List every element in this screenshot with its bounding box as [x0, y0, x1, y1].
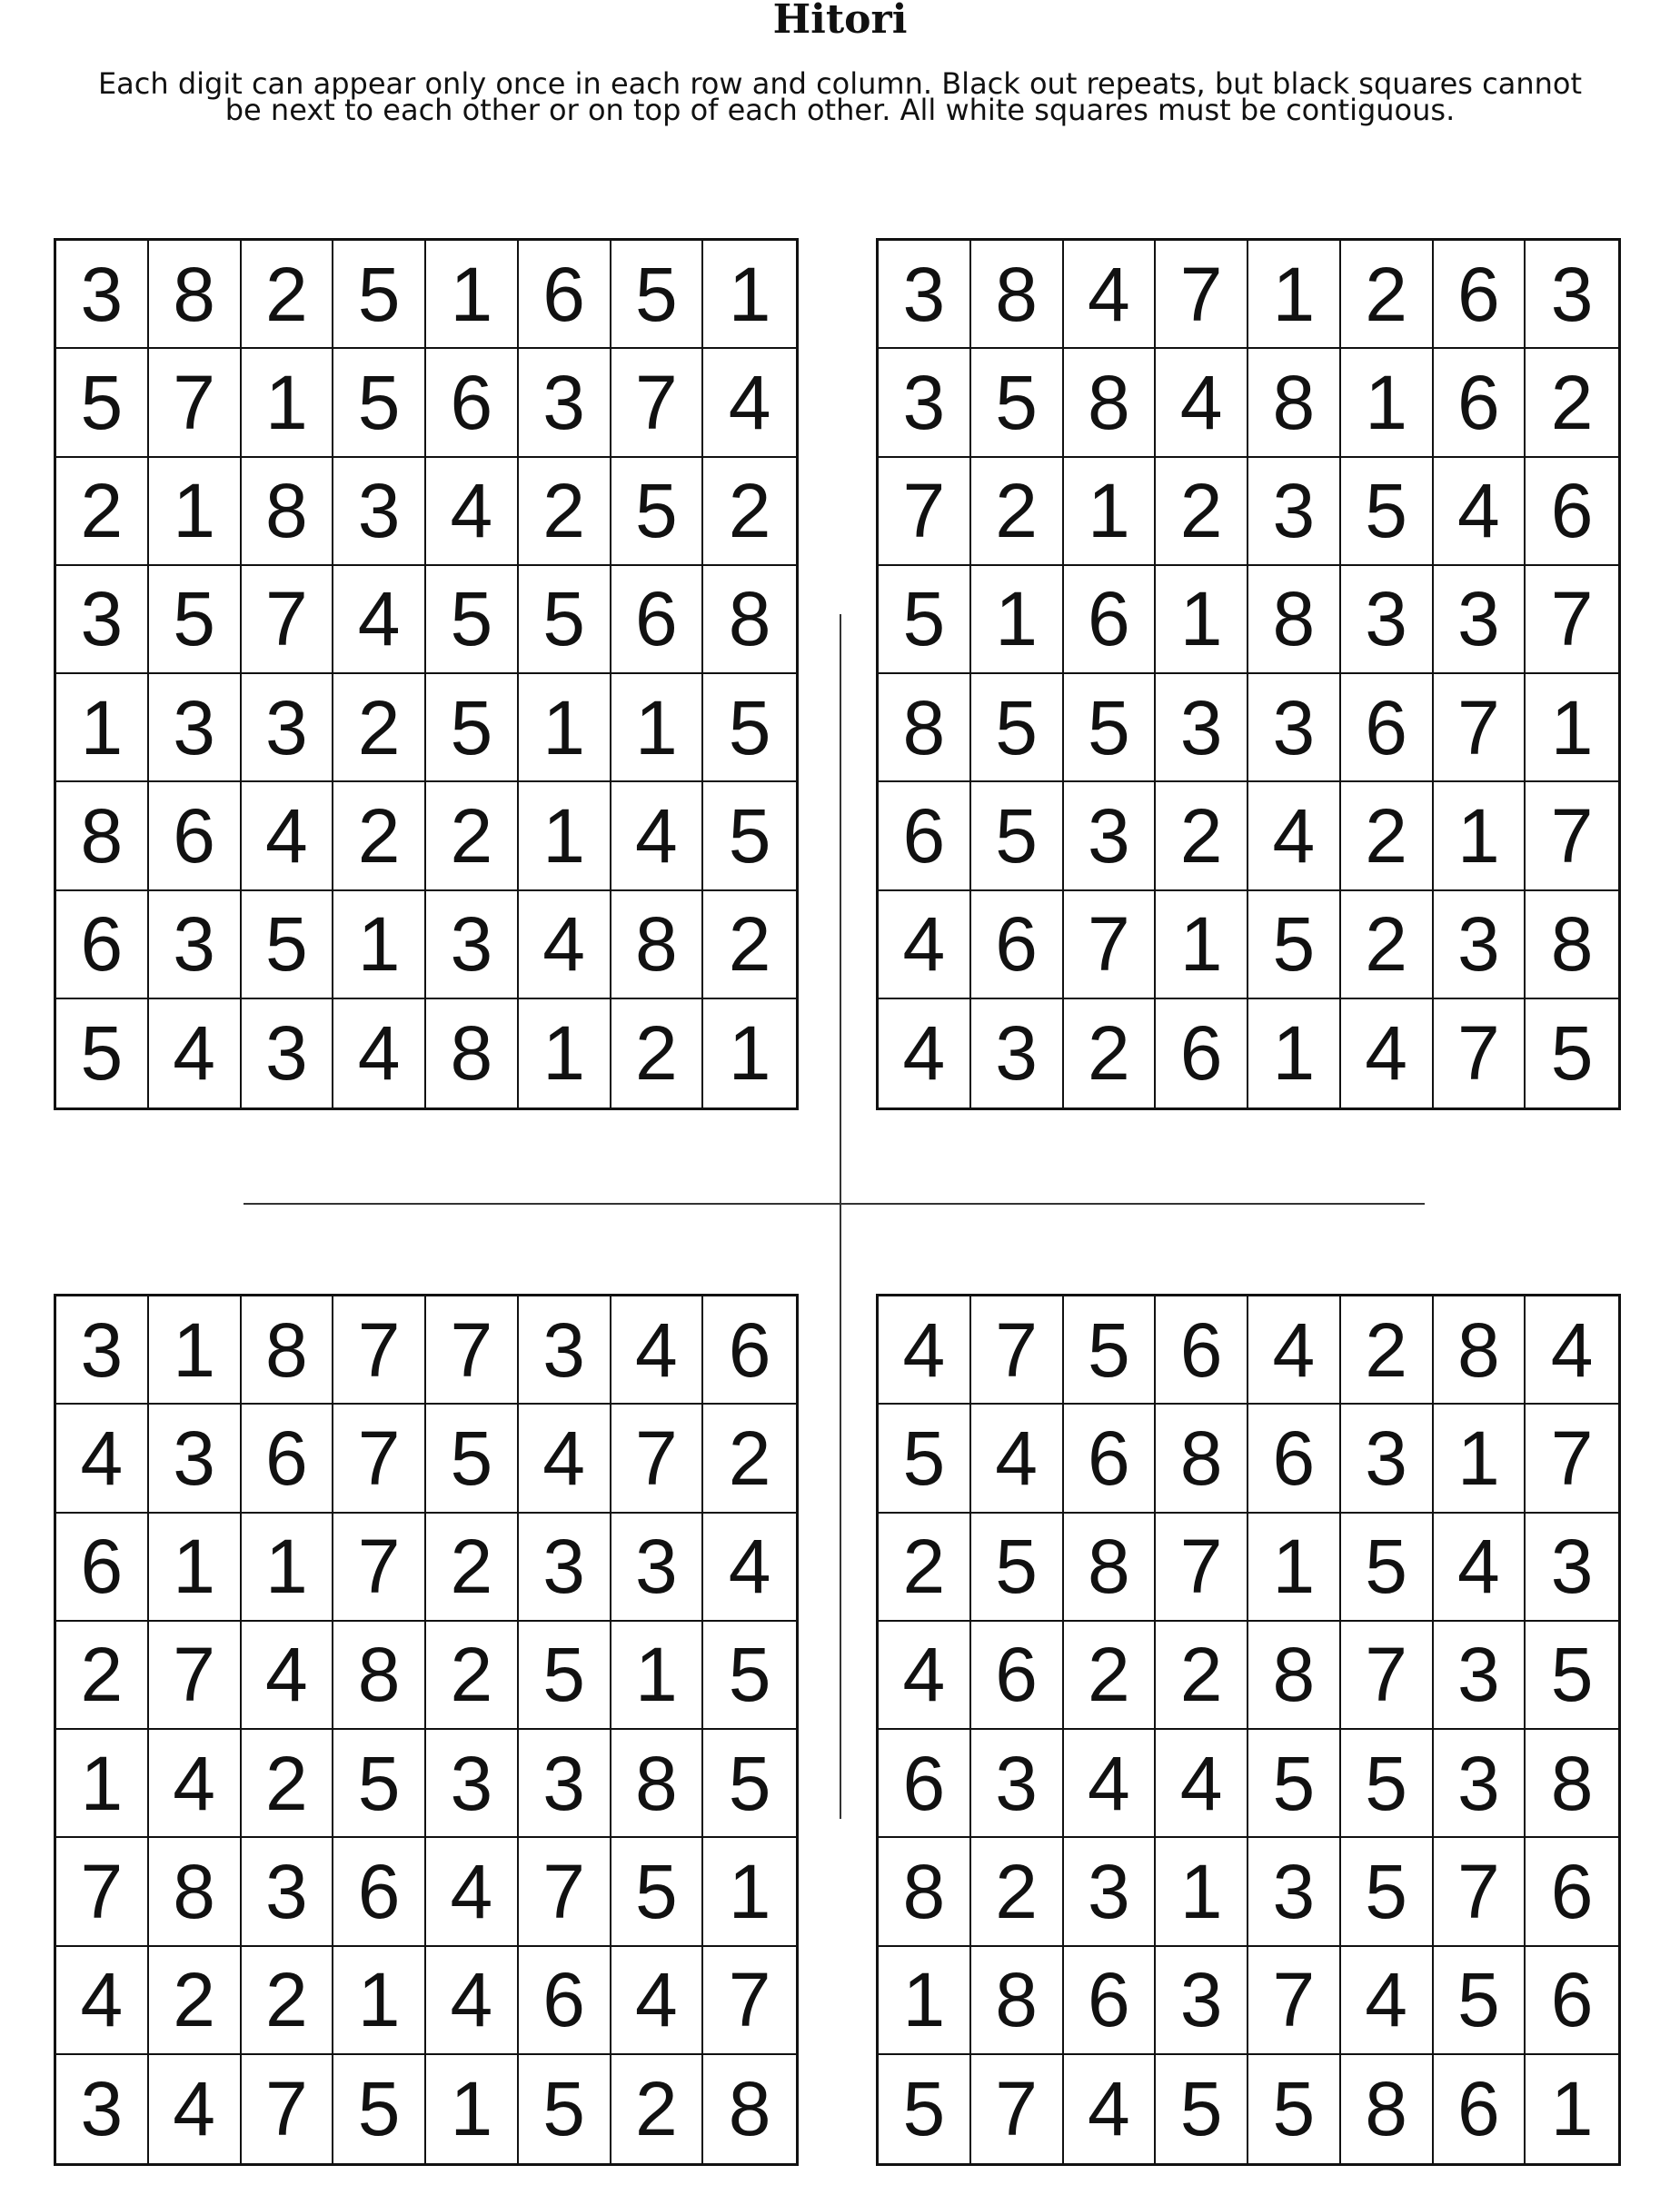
grid-cell[interactable]: 8 [703, 566, 796, 674]
grid-cell[interactable]: 7 [149, 349, 242, 457]
grid-cell[interactable]: 2 [1156, 782, 1248, 890]
grid-cell[interactable]: 2 [703, 1405, 796, 1513]
grid-cell[interactable]: 7 [1526, 566, 1618, 674]
grid-cell[interactable]: 5 [971, 1514, 1064, 1622]
grid-cell[interactable]: 6 [1434, 241, 1526, 349]
grid-cell[interactable]: 5 [149, 566, 242, 674]
grid-cell[interactable]: 3 [1434, 566, 1526, 674]
grid-cell[interactable]: 6 [242, 1405, 334, 1513]
grid-cell[interactable]: 5 [703, 782, 796, 890]
grid-cell[interactable]: 4 [879, 1296, 971, 1405]
grid-cell[interactable]: 4 [879, 1622, 971, 1730]
grid-cell[interactable]: 8 [149, 241, 242, 349]
grid-cell[interactable]: 5 [426, 1405, 519, 1513]
grid-cell[interactable]: 7 [426, 1296, 519, 1405]
grid-cell[interactable]: 8 [426, 999, 519, 1107]
grid-cell[interactable]: 3 [426, 1730, 519, 1838]
puzzle-grid-4 [876, 1294, 1621, 2166]
grid-cell[interactable]: 5 [611, 458, 704, 566]
grid-cell[interactable]: 3 [1064, 782, 1157, 890]
grid-cell[interactable]: 5 [703, 1622, 796, 1730]
grid-cell[interactable]: 5 [333, 349, 426, 457]
page-title: Hitori [772, 0, 908, 43]
grid-cell[interactable]: 6 [1434, 349, 1526, 457]
grid-cell[interactable]: 3 [1526, 1514, 1618, 1622]
grid-cell[interactable]: 7 [1248, 1947, 1341, 2055]
grid-cell[interactable]: 5 [971, 782, 1064, 890]
grid-cell[interactable]: 7 [611, 1405, 704, 1513]
grid-cell[interactable]: 3 [1248, 674, 1341, 782]
grid-cell[interactable]: 6 [611, 566, 704, 674]
grid-cell[interactable]: 6 [519, 1947, 611, 2055]
grid-cell[interactable]: 5 [56, 349, 149, 457]
grid-cell[interactable]: 2 [426, 1622, 519, 1730]
grid-cell[interactable]: 1 [519, 782, 611, 890]
grid-cell[interactable]: 8 [1248, 566, 1341, 674]
grid-cell[interactable]: 1 [56, 1730, 149, 1838]
grid-cell[interactable]: 2 [611, 2055, 704, 2163]
grid-cell[interactable]: 1 [971, 566, 1064, 674]
grid-cell[interactable]: 2 [426, 782, 519, 890]
grid-cell[interactable]: 2 [242, 241, 334, 349]
grid-cell[interactable]: 4 [1526, 1296, 1618, 1405]
grid-cell[interactable]: 5 [1248, 2055, 1341, 2163]
grid-cell[interactable]: 6 [56, 1514, 149, 1622]
grid-cell[interactable]: 2 [1156, 458, 1248, 566]
grid-cell[interactable]: 4 [426, 1838, 519, 1946]
grid-cell[interactable]: 8 [1434, 1296, 1526, 1405]
grid-cell[interactable]: 3 [1156, 674, 1248, 782]
puzzle-grid-3 [54, 1294, 799, 2166]
grid-cell[interactable]: 3 [1341, 566, 1434, 674]
grid-cell[interactable]: 2 [56, 458, 149, 566]
grid-cell[interactable]: 7 [1156, 1514, 1248, 1622]
grid-cell[interactable]: 7 [1526, 782, 1618, 890]
grid-cell[interactable]: 4 [519, 891, 611, 999]
grid-cell[interactable]: 4 [1064, 241, 1157, 349]
grid-cell[interactable]: 5 [1064, 1296, 1157, 1405]
grid-cell[interactable]: 4 [56, 1405, 149, 1513]
grid-cell[interactable]: 8 [1526, 891, 1618, 999]
grid-cell[interactable]: 1 [519, 999, 611, 1107]
grid-cell[interactable]: 4 [1156, 349, 1248, 457]
grid-cell[interactable]: 6 [703, 1296, 796, 1405]
grid-cell[interactable]: 6 [56, 891, 149, 999]
grid-cell[interactable]: 1 [426, 2055, 519, 2163]
grid-cell[interactable]: 5 [971, 349, 1064, 457]
grid-cell[interactable]: 3 [56, 566, 149, 674]
grid-cell[interactable]: 3 [56, 241, 149, 349]
grid-cell[interactable]: 5 [519, 566, 611, 674]
grid-cell[interactable]: 2 [519, 458, 611, 566]
grid-cell[interactable]: 5 [333, 2055, 426, 2163]
grid-cell[interactable]: 3 [242, 999, 334, 1107]
grid-cell[interactable]: 7 [56, 1838, 149, 1946]
grid-cell[interactable]: 1 [1341, 349, 1434, 457]
grid-cell[interactable]: 4 [1064, 1730, 1157, 1838]
grid-cell[interactable]: 4 [333, 999, 426, 1107]
grid-cell[interactable]: 1 [1526, 674, 1618, 782]
puzzle-grid-2 [876, 238, 1621, 1110]
grid-cell[interactable]: 1 [1064, 458, 1157, 566]
grid-cell[interactable]: 1 [703, 241, 796, 349]
grid-cell[interactable]: 1 [1156, 566, 1248, 674]
grid-cell[interactable]: 1 [1434, 1405, 1526, 1513]
instructions-text: Each digit can appear only once in each row and column. Black out repeats, but black squares cannot be next to each other or on top of each other. All white squares must be contiguous. [97, 66, 1583, 127]
grid-cell[interactable]: 3 [1434, 1622, 1526, 1730]
grid-cell[interactable]: 3 [242, 1838, 334, 1946]
grid-cell[interactable]: 5 [879, 1405, 971, 1513]
grid-cell[interactable]: 8 [1156, 1405, 1248, 1513]
grid-cell[interactable]: 8 [333, 1622, 426, 1730]
grid-cell[interactable]: 2 [1341, 782, 1434, 890]
grid-cell[interactable]: 3 [971, 1730, 1064, 1838]
grid-cell[interactable]: 4 [149, 999, 242, 1107]
grid-cell[interactable]: 1 [333, 891, 426, 999]
grid-cell[interactable]: 5 [1550, 1010, 1594, 1097]
grid-cell[interactable]: 6 [333, 1838, 426, 1946]
grid-cell[interactable]: 1 [1248, 1514, 1341, 1622]
grid-cell[interactable]: 3 [1156, 1947, 1248, 2055]
grid-cell[interactable]: 4 [1434, 458, 1526, 566]
grid-cell[interactable]: 1 [242, 1514, 334, 1622]
grid-cell[interactable]: 8 [1248, 1622, 1341, 1730]
grid-cell[interactable]: 1 [333, 1947, 426, 2055]
grid-cell[interactable]: 4 [879, 891, 971, 999]
grid-cell[interactable]: 7 [1434, 674, 1526, 782]
grid-cell[interactable]: 5 [1341, 1514, 1434, 1622]
grid-cell[interactable]: 6 [1064, 1405, 1157, 1513]
grid-cell[interactable]: 6 [1156, 999, 1248, 1107]
grid-cell[interactable]: 6 [1064, 566, 1157, 674]
grid-cell[interactable]: 1 [149, 1514, 242, 1622]
grid-cell[interactable]: 3 [971, 999, 1064, 1107]
grid-cell[interactable]: 2 [242, 1730, 334, 1838]
grid-cell[interactable]: 4 [149, 1730, 242, 1838]
grid-cell[interactable]: 6 [1064, 1947, 1157, 2055]
grid-cell[interactable]: 3 [149, 674, 242, 782]
grid-cell[interactable]: 7 [242, 566, 334, 674]
grid-cell[interactable]: 7 [1434, 1838, 1526, 1946]
grid-cell[interactable]: 2 [1341, 241, 1434, 349]
grid-cell[interactable]: 6 [519, 241, 611, 349]
grid-cell[interactable]: 8 [879, 1838, 971, 1946]
grid-cell[interactable]: 5 [971, 674, 1064, 782]
grid-cell[interactable]: 8 [242, 1296, 334, 1405]
grid-cell[interactable]: 3 [1064, 1838, 1157, 1946]
grid-cell[interactable]: 4 [1341, 1947, 1434, 2055]
grid-cell[interactable]: 2 [1341, 1296, 1434, 1405]
grid-cell[interactable]: 5 [703, 1730, 796, 1838]
grid-cell[interactable]: 5 [56, 999, 149, 1107]
grid-cell[interactable]: 1 [1156, 891, 1248, 999]
grid-cell[interactable]: 3 [519, 1730, 611, 1838]
grid-cell[interactable]: 4 [971, 1405, 1064, 1513]
grid-cell[interactable]: 7 [879, 458, 971, 566]
grid-cell[interactable]: 2 [703, 891, 796, 999]
grid-cell[interactable]: 4 [1156, 1730, 1248, 1838]
grid-cell[interactable]: 7 [971, 2055, 1064, 2163]
grid-cell[interactable]: 6 [879, 782, 971, 890]
grid-cell[interactable]: 4 [519, 1405, 611, 1513]
grid-cell[interactable]: 5 [879, 566, 971, 674]
puzzle-grid-1 [54, 238, 799, 1110]
grid-cell[interactable]: 3 [1434, 891, 1526, 999]
grid-cell[interactable]: 3 [1526, 241, 1618, 349]
grid-cell[interactable]: 5 [1064, 674, 1157, 782]
grid-cell[interactable]: 6 [971, 1622, 1064, 1730]
grid-cell[interactable]: 1 [149, 1296, 242, 1405]
grid-cell[interactable]: 4 [426, 458, 519, 566]
grid-cell[interactable]: 3 [1341, 1405, 1434, 1513]
grid-cell[interactable]: 7 [1341, 1622, 1434, 1730]
grid-cell[interactable]: 8 [611, 891, 704, 999]
grid-cell[interactable]: 4 [879, 999, 971, 1107]
grid-cell[interactable]: 6 [1341, 674, 1434, 782]
grid-cell[interactable]: 5 [1341, 458, 1434, 566]
grid-cell[interactable]: 2 [149, 1947, 242, 2055]
grid-cell[interactable]: 8 [971, 1947, 1064, 2055]
grid-cell[interactable]: 3 [149, 891, 242, 999]
grid-cell[interactable]: 2 [611, 999, 704, 1107]
grid-cell[interactable]: 1 [1434, 782, 1526, 890]
grid-cell[interactable]: 4 [1434, 1514, 1526, 1622]
grid-cell[interactable]: 2 [1341, 891, 1434, 999]
grid-cell[interactable]: 7 [1156, 241, 1248, 349]
grid-cell[interactable]: 5 [611, 1838, 704, 1946]
grid-cell[interactable]: 2 [971, 458, 1064, 566]
grid-cell[interactable]: 4 [333, 566, 426, 674]
grid-cell[interactable]: 3 [879, 349, 971, 457]
grid-cell[interactable]: 3 [879, 241, 971, 349]
grid-cell[interactable]: 5 [1156, 2055, 1248, 2163]
grid-cell[interactable]: 2 [242, 1947, 334, 2055]
grid-cell[interactable]: 4 [611, 1296, 704, 1405]
grid-cell[interactable]: 1 [149, 458, 242, 566]
vertical-divider [840, 614, 841, 1819]
grid-cell[interactable]: 5 [703, 674, 796, 782]
grid-cell[interactable]: 3 [1248, 458, 1341, 566]
grid-cell[interactable]: 2 [1064, 999, 1157, 1107]
grid-cell[interactable]: 1 [703, 1838, 796, 1946]
grid-cell[interactable]: 1 [426, 241, 519, 349]
grid-cell[interactable]: 1 [56, 674, 149, 782]
grid-cell[interactable]: 1 [728, 1010, 771, 1097]
grid-cell[interactable]: 6 [426, 349, 519, 457]
grid-cell[interactable]: 2 [333, 782, 426, 890]
grid-cell[interactable]: 7 [611, 349, 704, 457]
grid-cell[interactable]: 8 [1064, 349, 1157, 457]
grid-cell[interactable]: 1 [1156, 1838, 1248, 1946]
grid-cell[interactable]: 8 [1341, 2055, 1434, 2163]
grid-cell[interactable]: 7 [242, 2055, 334, 2163]
grid-cell[interactable]: 5 [519, 1622, 611, 1730]
grid-cell[interactable]: 5 [1341, 1838, 1434, 1946]
grid-cell[interactable]: 5 [426, 566, 519, 674]
grid-cell[interactable]: 7 [1434, 999, 1526, 1107]
grid-cell[interactable]: 7 [333, 1405, 426, 1513]
grid-cell[interactable]: 6 [879, 1730, 971, 1838]
grid-cell[interactable]: 2 [879, 1514, 971, 1622]
grid-cell[interactable]: 2 [1156, 1622, 1248, 1730]
grid-cell[interactable]: 7 [519, 1838, 611, 1946]
grid-cell[interactable]: 8 [611, 1730, 704, 1838]
grid-cell[interactable]: 2 [703, 458, 796, 566]
grid-cell[interactable]: 6 [149, 782, 242, 890]
grid-cell[interactable]: 7 [703, 1947, 796, 2055]
grid-cell[interactable]: 8 [1526, 1730, 1618, 1838]
grid-cell[interactable]: 5 [611, 241, 704, 349]
grid-cell[interactable]: 8 [1064, 1514, 1157, 1622]
grid-cell[interactable]: 5 [1248, 891, 1341, 999]
grid-cell[interactable]: 1 [879, 1947, 971, 2055]
grid-cell[interactable]: 4 [242, 1622, 334, 1730]
grid-cell[interactable]: 4 [1248, 1296, 1341, 1405]
grid-cell[interactable]: 7 [971, 1296, 1064, 1405]
grid-cell[interactable]: 2 [56, 1622, 149, 1730]
grid-cell[interactable]: 4 [149, 2055, 242, 2163]
grid-cell[interactable]: 4 [56, 1947, 149, 2055]
grid-cell[interactable]: 8 [242, 458, 334, 566]
grid-cell[interactable]: 3 [333, 458, 426, 566]
grid-cell[interactable]: 4 [426, 1947, 519, 2055]
grid-cell[interactable]: 3 [56, 2055, 149, 2163]
grid-cell[interactable]: 6 [971, 891, 1064, 999]
horizontal-divider [244, 1203, 1425, 1205]
grid-cell[interactable]: 3 [519, 349, 611, 457]
grid-cell[interactable]: 1 [242, 349, 334, 457]
grid-cell[interactable]: 5 [879, 2055, 971, 2163]
grid-cell[interactable]: 5 [519, 2055, 611, 2163]
grid-cell[interactable]: 6 [1526, 1838, 1618, 1946]
grid-cell[interactable]: 2 [426, 1514, 519, 1622]
grid-cell[interactable]: 3 [1434, 1730, 1526, 1838]
grid-cell[interactable]: 5 [1434, 1947, 1526, 2055]
grid-cell[interactable]: 3 [149, 1405, 242, 1513]
grid-cell[interactable]: 8 [149, 1838, 242, 1946]
grid-cell[interactable]: 2 [971, 1838, 1064, 1946]
grid-cell[interactable]: 2 [333, 674, 426, 782]
grid-cell[interactable]: 5 [1248, 1730, 1341, 1838]
grid-cell[interactable]: 7 [1526, 1405, 1618, 1513]
grid-cell[interactable]: 3 [611, 1514, 704, 1622]
grid-cell[interactable]: 6 [1248, 1405, 1341, 1513]
grid-cell[interactable]: 3 [519, 1514, 611, 1622]
grid-cell[interactable]: 7 [333, 1296, 426, 1405]
grid-cell[interactable]: 6 [1526, 1947, 1618, 2055]
grid-cell[interactable]: 4 [1341, 999, 1434, 1107]
grid-cell[interactable]: 8 [879, 674, 971, 782]
grid-cell[interactable]: 1 [1550, 2066, 1594, 2152]
grid-cell[interactable]: 4 [1064, 2055, 1157, 2163]
grid-cell[interactable]: 3 [56, 1296, 149, 1405]
grid-cell[interactable]: 6 [1434, 2055, 1526, 2163]
grid-cell[interactable]: 4 [1248, 782, 1341, 890]
grid-cell[interactable]: 1 [519, 674, 611, 782]
grid-cell[interactable]: 8 [1248, 349, 1341, 457]
grid-cell[interactable]: 1 [611, 674, 704, 782]
grid-cell[interactable]: 3 [1248, 1838, 1341, 1946]
grid-cell[interactable]: 1 [611, 1622, 704, 1730]
grid-cell[interactable]: 8 [56, 782, 149, 890]
grid-cell[interactable]: 2 [1064, 1622, 1157, 1730]
grid-cell[interactable]: 3 [519, 1296, 611, 1405]
grid-cell[interactable]: 6 [1156, 1296, 1248, 1405]
grid-cell[interactable]: 5 [333, 1730, 426, 1838]
grid-cell[interactable]: 5 [242, 891, 334, 999]
grid-cell[interactable]: 5 [1526, 1622, 1618, 1730]
grid-cell[interactable]: 2 [1526, 349, 1618, 457]
grid-cell[interactable]: 1 [1248, 241, 1341, 349]
grid-cell[interactable]: 8 [728, 2066, 771, 2152]
grid-cell[interactable]: 6 [1526, 458, 1618, 566]
grid-cell[interactable]: 8 [971, 241, 1064, 349]
grid-cell[interactable]: 5 [1341, 1730, 1434, 1838]
grid-cell[interactable]: 4 [703, 1514, 796, 1622]
grid-cell[interactable]: 5 [426, 674, 519, 782]
grid-cell[interactable]: 7 [333, 1514, 426, 1622]
grid-cell[interactable]: 4 [242, 782, 334, 890]
grid-cell[interactable]: 3 [426, 891, 519, 999]
grid-cell[interactable]: 4 [611, 1947, 704, 2055]
grid-cell[interactable]: 3 [242, 674, 334, 782]
grid-cell[interactable]: 7 [1064, 891, 1157, 999]
grid-cell[interactable]: 7 [149, 1622, 242, 1730]
grid-cell[interactable]: 4 [703, 349, 796, 457]
grid-cell[interactable]: 5 [333, 241, 426, 349]
grid-cell[interactable]: 1 [1248, 999, 1341, 1107]
grid-cell[interactable]: 4 [611, 782, 704, 890]
